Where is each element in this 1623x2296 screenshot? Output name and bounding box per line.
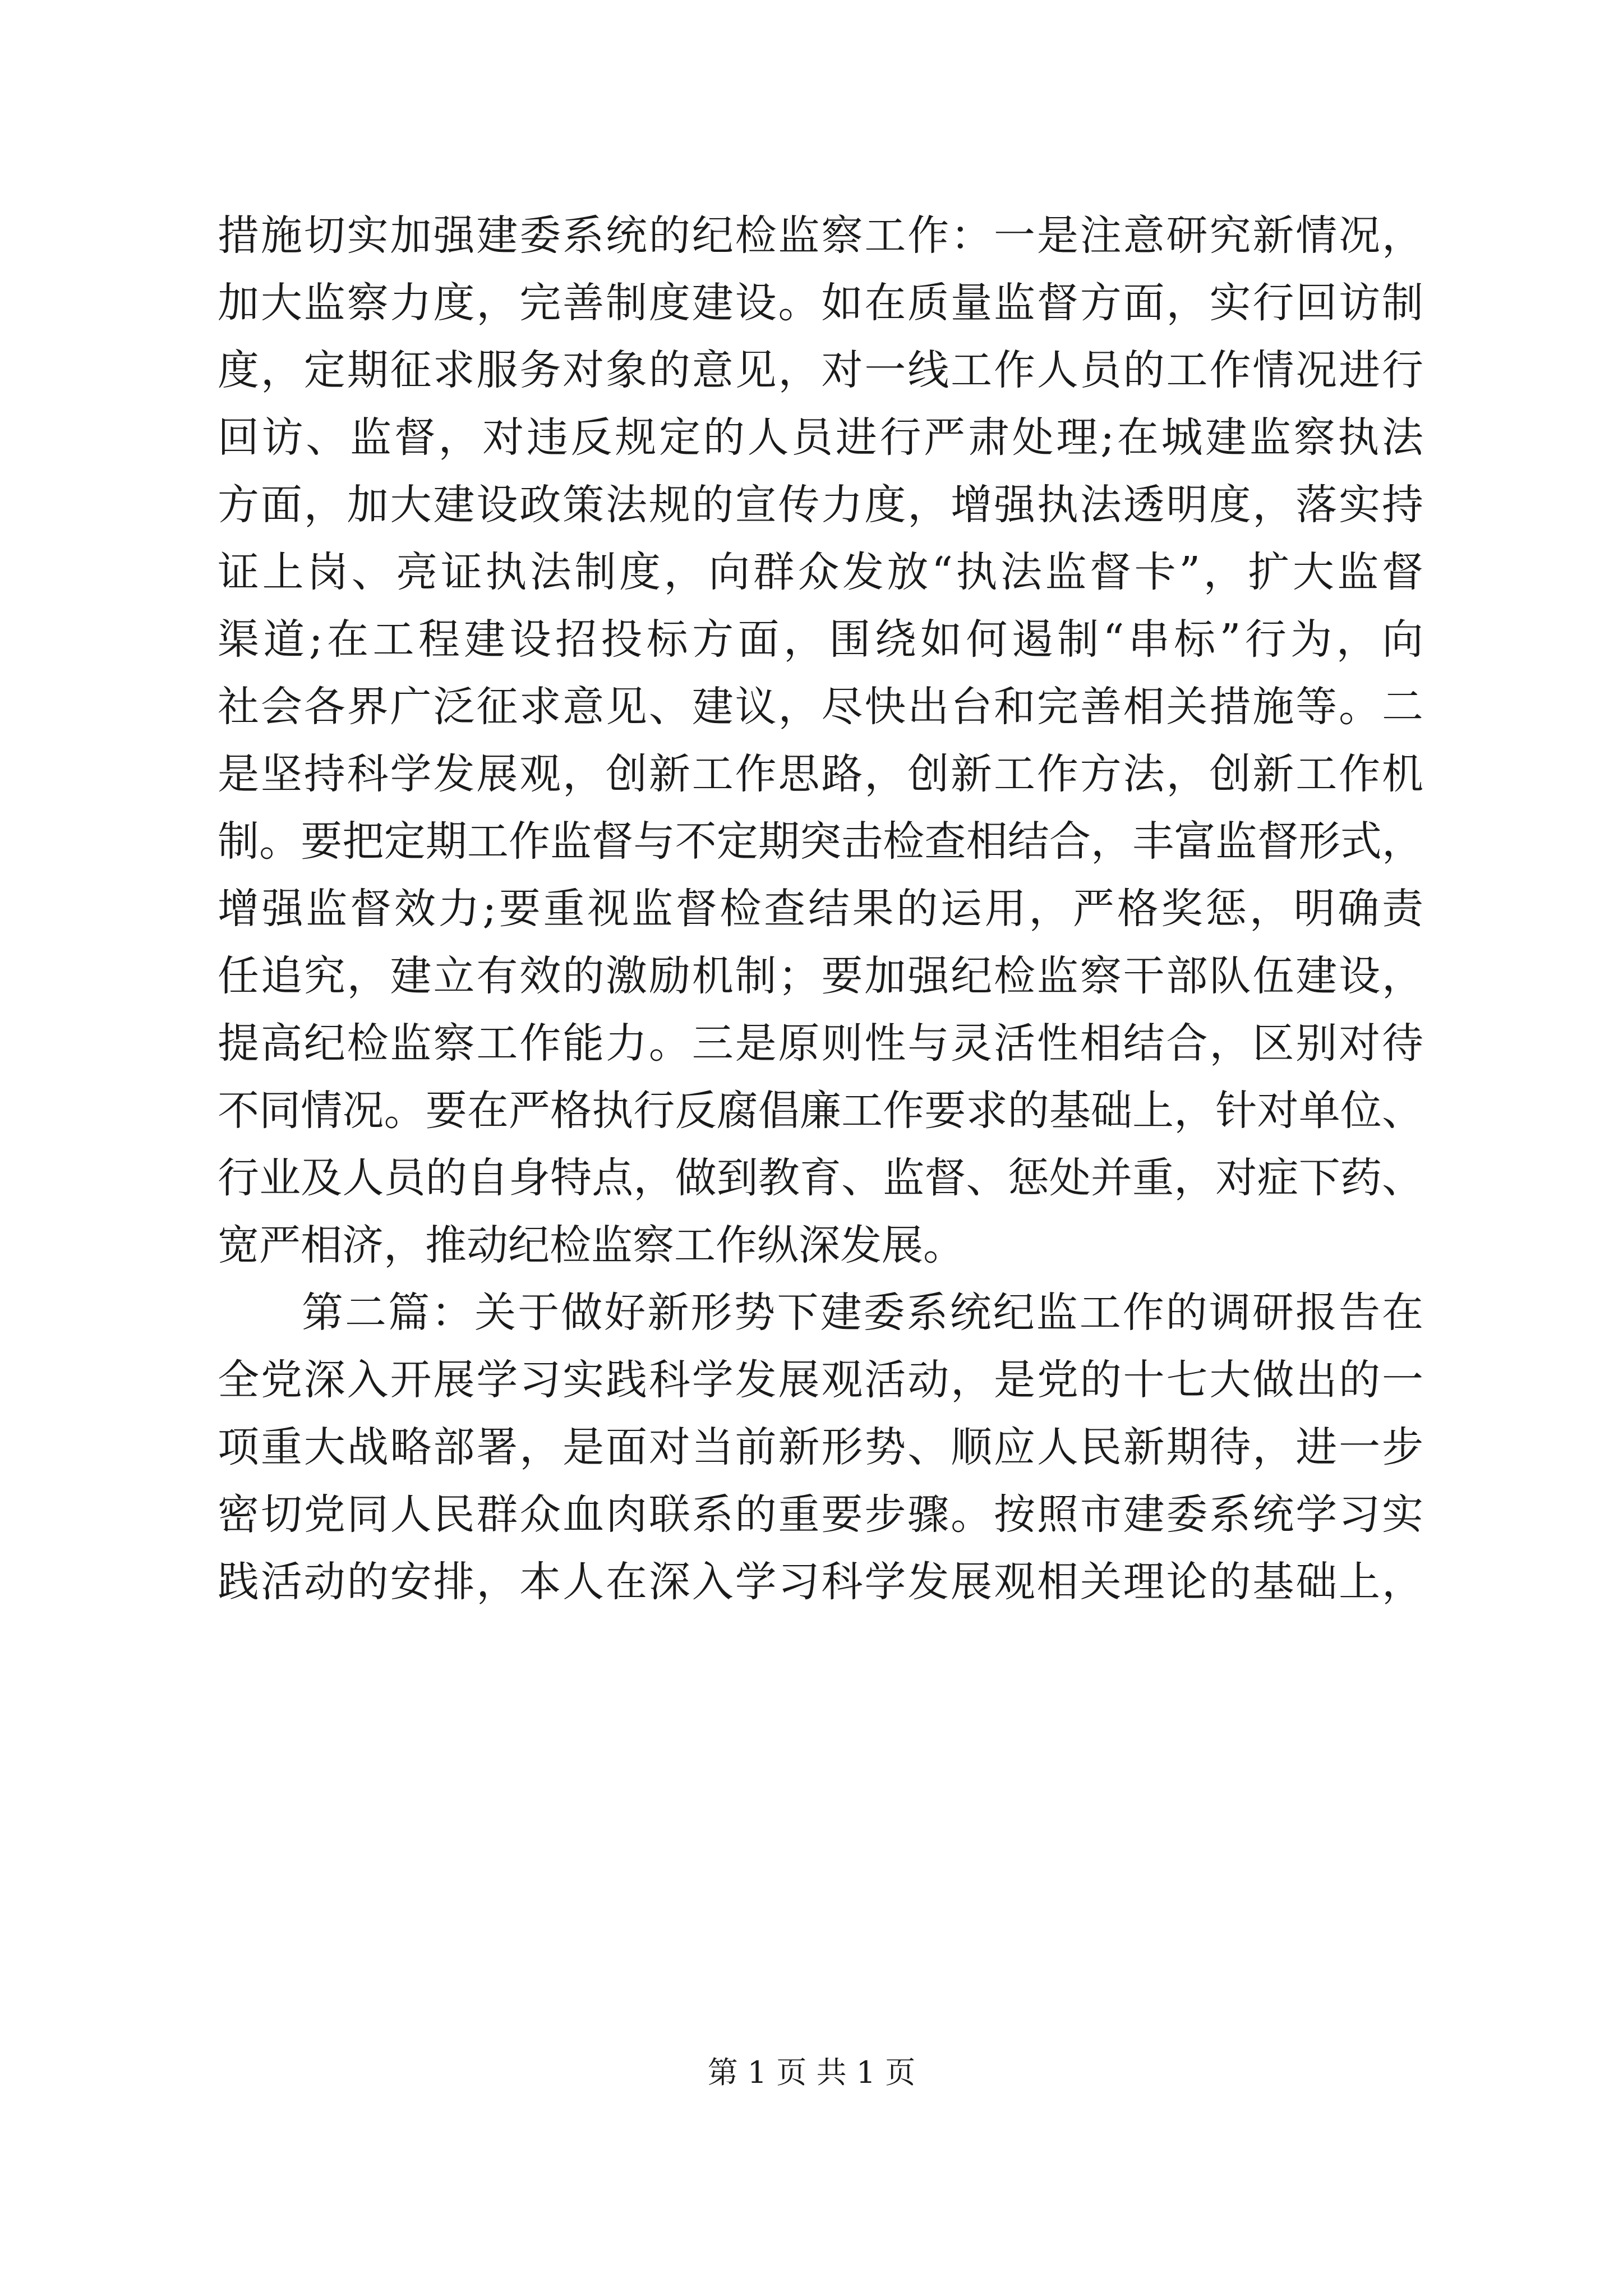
text-line: 任追究，建立有效的激励机制；要加强纪检监察干部队伍建设， — [218, 952, 1423, 1000]
text-line: 回访、监督，对违反规定的人员进行严肃处理;在城建监察执法 — [218, 413, 1423, 462]
text-line: 提高纪检监察工作能力。三是原则性与灵活性相结合，区别对待 — [218, 1019, 1423, 1068]
text-line: 行业及人员的自身特点，做到教育、监督、惩处并重，对症下药、 — [218, 1154, 1423, 1202]
text-line: 不同情况。要在严格执行反腐倡廉工作要求的基础上，针对单位、 — [218, 1087, 1423, 1135]
text-line: 全党深入开展学习实践科学发展观活动，是党的十七大做出的一 — [218, 1356, 1423, 1404]
text-line: 宽严相济，推动纪检监察工作纵深发展。 — [218, 1221, 965, 1269]
text-line: 加大监察力度，完善制度建设。如在质量监督方面，实行回访制 — [218, 279, 1423, 327]
text-line: 证上岗、亮证执法制度，向群众发放“执法监督卡”，扩大监督 — [218, 548, 1423, 596]
text-line: 渠道;在工程建设招投标方面，围绕如何遏制“串标”行为，向 — [218, 615, 1423, 664]
section-heading-line: 第二篇：关于做好新形势下建委系统纪监工作的调研报告在 — [302, 1289, 1423, 1337]
text-line: 项重大战略部署，是面对当前新形势、顺应人民新期待，进一步 — [218, 1423, 1423, 1471]
text-line: 度，定期征求服务对象的意见，对一线工作人员的工作情况进行 — [218, 346, 1423, 394]
body-text — [218, 202, 1423, 1616]
text-line: 社会各界广泛征求意见、建议，尽快出台和完善相关措施等。二 — [218, 683, 1423, 731]
page-footer — [0, 2050, 1623, 2095]
text-line: 措施切实加强建委系统的纪检监察工作：一是注意研究新情况， — [218, 211, 1423, 260]
text-line: 制。要把定期工作监督与不定期突击检查相结合，丰富监督形式， — [218, 817, 1423, 866]
page-number: 第 1 页 共 1 页 — [707, 2055, 916, 2090]
text-line: 方面，加大建设政策法规的宣传力度，增强执法透明度，落实持 — [218, 481, 1423, 529]
text-line: 增强监督效力;要重视监督检查结果的运用，严格奖惩，明确责 — [218, 885, 1423, 933]
text-line: 是坚持科学发展观，创新工作思路，创新工作方法，创新工作机 — [218, 750, 1423, 798]
text-line: 密切党同人民群众血肉联系的重要步骤。按照市建委系统学习实 — [218, 1490, 1423, 1539]
text-line: 践活动的安排，本人在深入学习科学发展观相关理论的基础上， — [218, 1558, 1423, 1606]
